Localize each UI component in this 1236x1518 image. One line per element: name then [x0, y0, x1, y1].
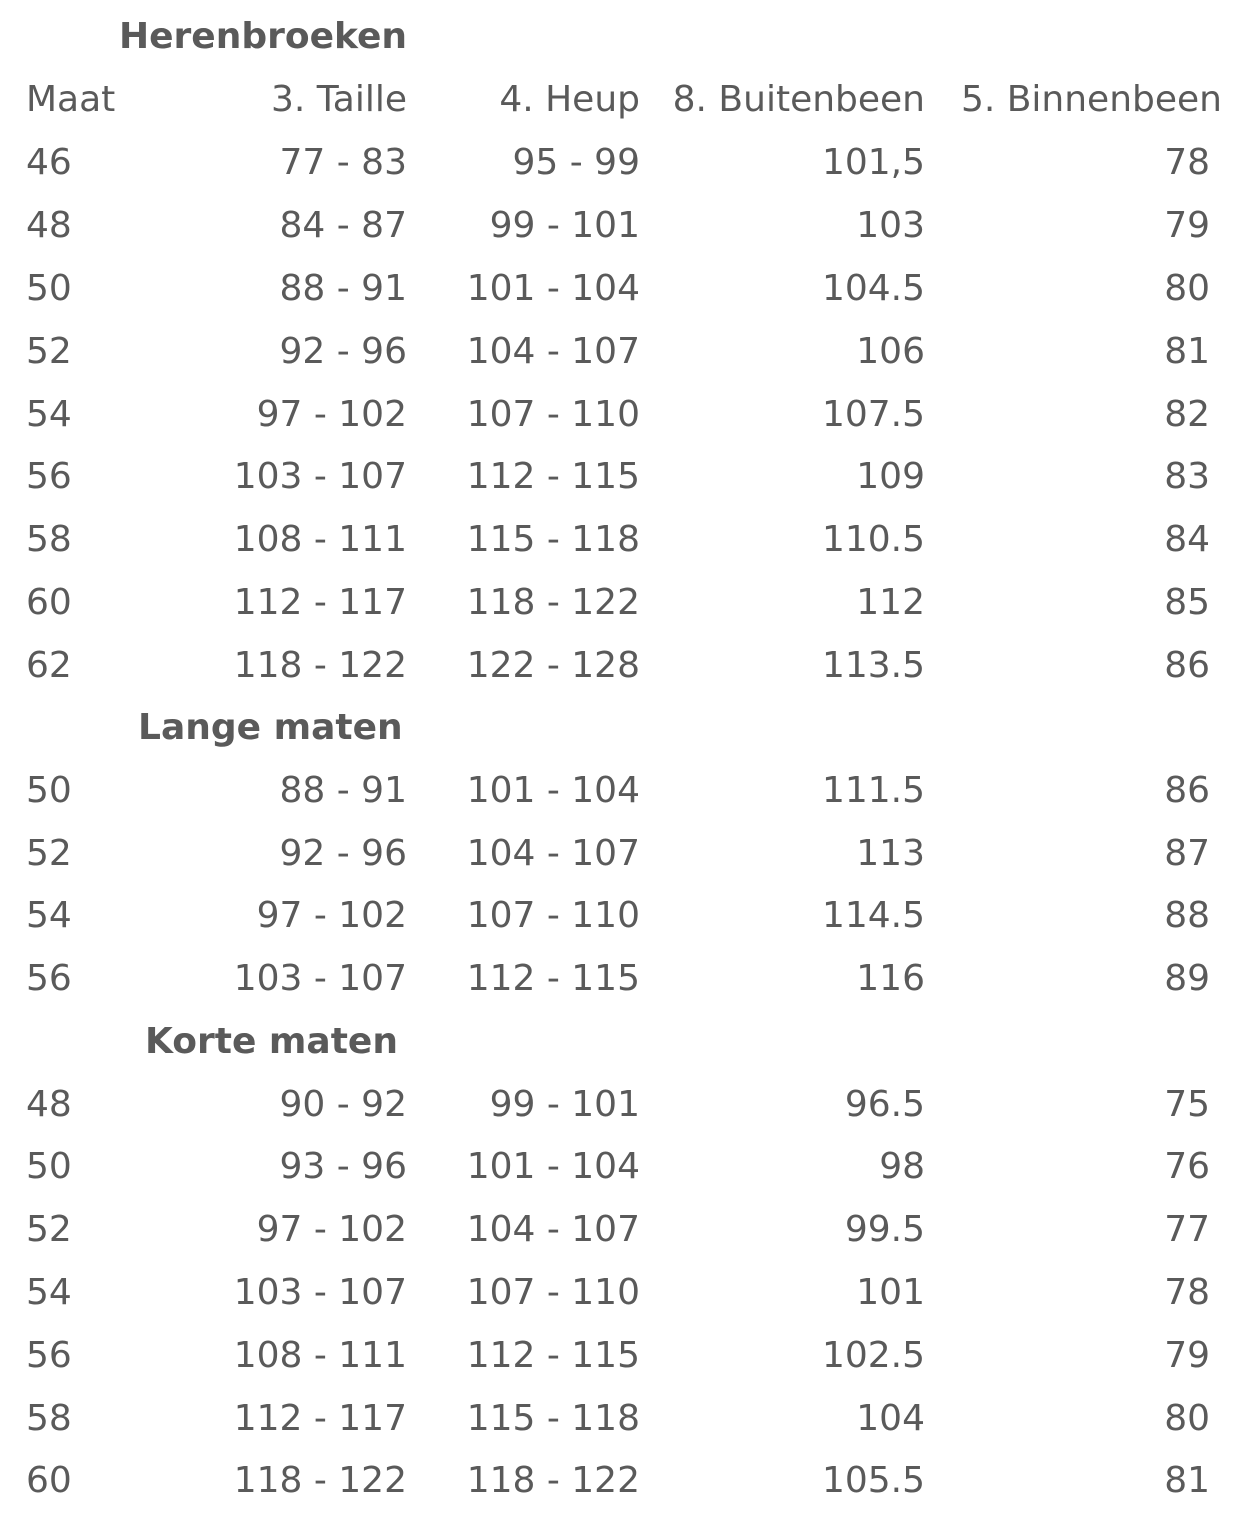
cell-binnenbeen: 80	[1164, 268, 1210, 309]
cell-buitenbeen: 114.5	[821, 895, 925, 936]
table-row	[0, 132, 1236, 194]
cell-maat: 46	[26, 142, 72, 183]
cell-buitenbeen: 109	[856, 456, 925, 497]
table-row	[0, 509, 1236, 571]
cell-taille: 90 - 92	[279, 1084, 407, 1125]
cell-binnenbeen: 89	[1164, 958, 1210, 999]
cell-binnenbeen: 80	[1164, 1398, 1210, 1439]
cell-buitenbeen: 101	[856, 1272, 925, 1313]
cell-maat: 50	[26, 1146, 72, 1187]
cell-buitenbeen: 103	[856, 205, 925, 246]
cell-maat: 60	[26, 582, 72, 623]
cell-binnenbeen: 78	[1164, 1272, 1210, 1313]
cell-buitenbeen: 113	[856, 833, 925, 874]
cell-heup: 101 - 104	[466, 268, 640, 309]
column-header-taille: 3. Taille	[270, 79, 407, 120]
cell-buitenbeen: 99.5	[844, 1209, 925, 1250]
cell-heup: 99 - 101	[489, 205, 640, 246]
cell-heup: 107 - 110	[466, 394, 640, 435]
cell-buitenbeen: 105.5	[821, 1460, 925, 1501]
cell-buitenbeen: 101,5	[821, 142, 925, 183]
cell-maat: 50	[26, 770, 72, 811]
table-header	[0, 69, 1236, 131]
cell-taille: 118 - 122	[233, 645, 407, 686]
table-row	[0, 446, 1236, 508]
cell-buitenbeen: 107.5	[821, 394, 925, 435]
cell-taille: 108 - 111	[233, 1335, 407, 1376]
cell-binnenbeen: 81	[1164, 331, 1210, 372]
cell-taille: 112 - 117	[233, 582, 407, 623]
cell-binnenbeen: 86	[1164, 770, 1210, 811]
cell-binnenbeen: 78	[1164, 142, 1210, 183]
table-row	[0, 885, 1236, 947]
cell-heup: 115 - 118	[466, 1398, 640, 1439]
cell-binnenbeen: 82	[1164, 394, 1210, 435]
section-title-lange-maten: Lange maten	[138, 707, 403, 748]
cell-buitenbeen: 96.5	[844, 1084, 925, 1125]
cell-buitenbeen: 104	[856, 1398, 925, 1439]
cell-heup: 112 - 115	[466, 1335, 640, 1376]
cell-buitenbeen: 111.5	[821, 770, 925, 811]
cell-maat: 54	[26, 895, 72, 936]
cell-buitenbeen: 98	[879, 1146, 925, 1187]
table-row	[0, 1262, 1236, 1324]
column-header-heup: 4. Heup	[499, 79, 640, 120]
table-row	[0, 1325, 1236, 1387]
cell-taille: 77 - 83	[279, 142, 407, 183]
cell-heup: 118 - 122	[466, 1460, 640, 1501]
cell-taille: 103 - 107	[233, 958, 407, 999]
table-row	[0, 321, 1236, 383]
cell-taille: 97 - 102	[256, 895, 407, 936]
cell-taille: 103 - 107	[233, 1272, 407, 1313]
cell-maat: 62	[26, 645, 72, 686]
cell-heup: 112 - 115	[466, 958, 640, 999]
cell-maat: 52	[26, 331, 72, 372]
table-row	[0, 1450, 1236, 1512]
cell-buitenbeen: 102.5	[821, 1335, 925, 1376]
cell-heup: 99 - 101	[489, 1084, 640, 1125]
section-title-korte-maten: Korte maten	[145, 1021, 398, 1062]
cell-taille: 108 - 111	[233, 519, 407, 560]
cell-buitenbeen: 113.5	[821, 645, 925, 686]
cell-maat: 48	[26, 205, 72, 246]
table-row	[0, 760, 1236, 822]
cell-binnenbeen: 79	[1164, 1335, 1210, 1376]
cell-binnenbeen: 83	[1164, 456, 1210, 497]
table-row	[0, 572, 1236, 634]
cell-heup: 104 - 107	[466, 833, 640, 874]
table-row	[0, 635, 1236, 697]
cell-maat: 52	[26, 1209, 72, 1250]
section-title-herenbroeken: Herenbroeken	[119, 16, 408, 57]
cell-taille: 112 - 117	[233, 1398, 407, 1439]
cell-taille: 118 - 122	[233, 1460, 407, 1501]
cell-maat: 56	[26, 1335, 72, 1376]
cell-maat: 60	[26, 1460, 72, 1501]
cell-heup: 107 - 110	[466, 895, 640, 936]
cell-heup: 104 - 107	[466, 1209, 640, 1250]
cell-buitenbeen: 110.5	[821, 519, 925, 560]
table-row	[0, 1199, 1236, 1261]
cell-taille: 97 - 102	[256, 1209, 407, 1250]
column-header-maat: Maat	[26, 79, 116, 120]
table-row	[0, 258, 1236, 320]
column-header-buitenbeen: 8. Buitenbeen	[672, 79, 925, 120]
cell-binnenbeen: 88	[1164, 895, 1210, 936]
cell-binnenbeen: 79	[1164, 205, 1210, 246]
cell-maat: 50	[26, 268, 72, 309]
cell-heup: 104 - 107	[466, 331, 640, 372]
cell-binnenbeen: 76	[1164, 1146, 1210, 1187]
cell-maat: 48	[26, 1084, 72, 1125]
cell-binnenbeen: 84	[1164, 519, 1210, 560]
cell-heup: 107 - 110	[466, 1272, 640, 1313]
cell-binnenbeen: 75	[1164, 1084, 1210, 1125]
cell-maat: 58	[26, 1398, 72, 1439]
cell-buitenbeen: 104.5	[821, 268, 925, 309]
cell-heup: 112 - 115	[466, 456, 640, 497]
cell-maat: 56	[26, 456, 72, 497]
cell-taille: 93 - 96	[279, 1146, 407, 1187]
cell-maat: 58	[26, 519, 72, 560]
cell-binnenbeen: 77	[1164, 1209, 1210, 1250]
cell-heup: 118 - 122	[466, 582, 640, 623]
cell-taille: 92 - 96	[279, 833, 407, 874]
cell-heup: 122 - 128	[466, 645, 640, 686]
cell-heup: 95 - 99	[512, 142, 640, 183]
column-header-binnenbeen: 5. Binnenbeen	[960, 79, 1222, 120]
cell-taille: 97 - 102	[256, 394, 407, 435]
cell-buitenbeen: 116	[856, 958, 925, 999]
cell-maat: 54	[26, 394, 72, 435]
table-row	[0, 384, 1236, 446]
table-row	[0, 823, 1236, 885]
table-row	[0, 948, 1236, 1010]
cell-taille: 103 - 107	[233, 456, 407, 497]
cell-maat: 54	[26, 1272, 72, 1313]
cell-taille: 92 - 96	[279, 331, 407, 372]
cell-taille: 84 - 87	[279, 205, 407, 246]
cell-binnenbeen: 85	[1164, 582, 1210, 623]
cell-maat: 56	[26, 958, 72, 999]
cell-heup: 101 - 104	[466, 1146, 640, 1187]
cell-buitenbeen: 112	[856, 582, 925, 623]
cell-maat: 52	[26, 833, 72, 874]
table-row	[0, 195, 1236, 257]
cell-taille: 88 - 91	[279, 770, 407, 811]
cell-binnenbeen: 81	[1164, 1460, 1210, 1501]
cell-binnenbeen: 86	[1164, 645, 1210, 686]
table-row	[0, 1388, 1236, 1450]
cell-binnenbeen: 87	[1164, 833, 1210, 874]
cell-taille: 88 - 91	[279, 268, 407, 309]
table-row	[0, 1136, 1236, 1198]
cell-heup: 115 - 118	[466, 519, 640, 560]
cell-buitenbeen: 106	[856, 331, 925, 372]
cell-heup: 101 - 104	[466, 770, 640, 811]
table-row	[0, 1074, 1236, 1136]
